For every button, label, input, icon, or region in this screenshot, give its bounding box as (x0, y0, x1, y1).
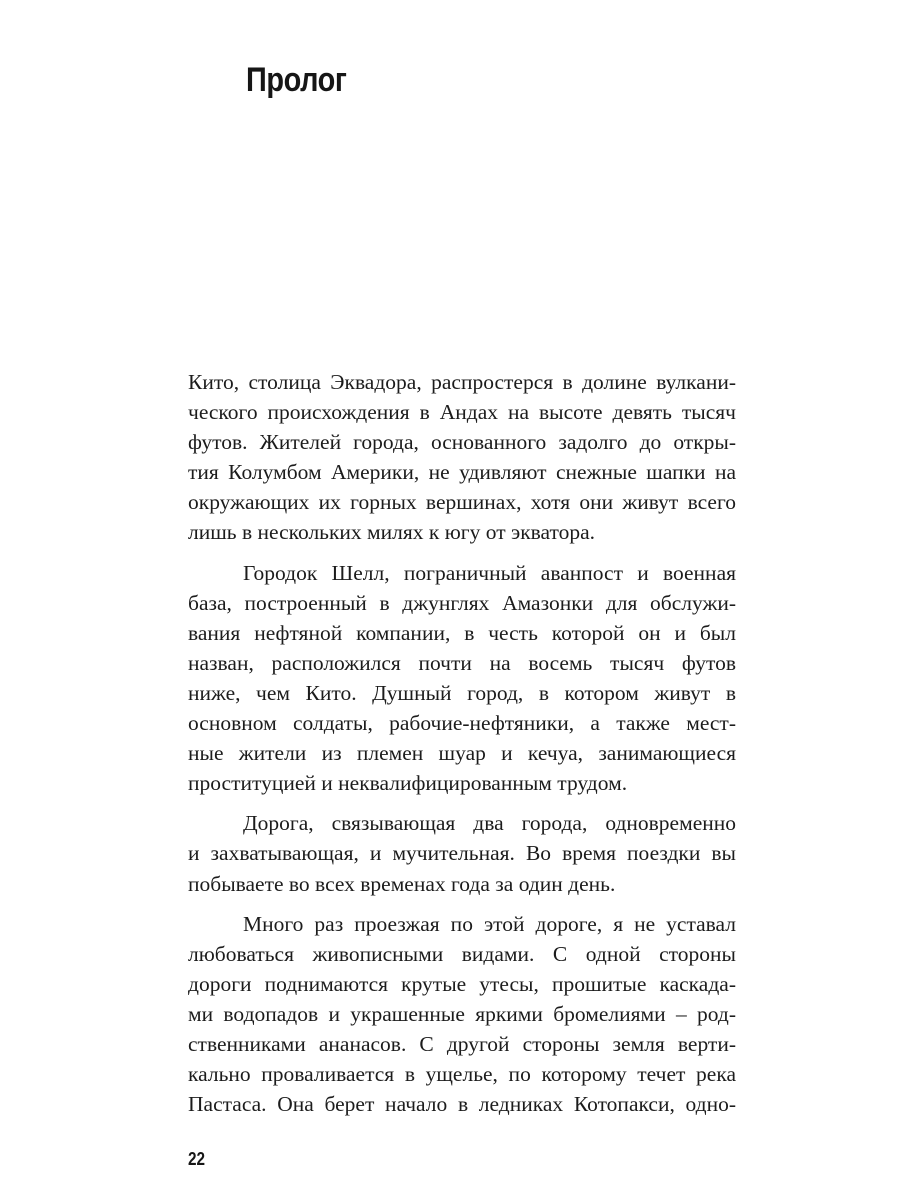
text-line: ческого происхождения в Андах на высоте девять тысяч (188, 400, 736, 425)
chapter-title: Пролог (246, 61, 347, 99)
text-line: побываете во всех временах года за один день. (188, 871, 616, 896)
text-line: вания нефтяной компании, в честь которой он и был (188, 620, 736, 645)
text-line: ственниками ананасов. С другой стороны земля верти- (188, 1031, 736, 1056)
text-line: любоваться живописными видами. С одной стороны (188, 941, 736, 966)
paragraph-3 (188, 808, 736, 898)
paragraph-1 (188, 367, 736, 548)
text-line: дороги поднимаются крутые утесы, прошитые каскада- (188, 971, 736, 996)
text-line: Дорога, связывающая два города, одновременно (243, 811, 736, 836)
text-line: и захватывающая, и мучительная. Во время поездки вы (188, 841, 736, 866)
text-line: назван, расположился почти на восемь тысяч футов (188, 650, 736, 675)
text-line: ми водопадов и украшенные яркими бромелиями – род- (188, 1001, 736, 1026)
text-line: Пастаса. Она берет начало в ледниках Котопакси, одно- (188, 1092, 736, 1117)
text-line: основном солдаты, рабочие-нефтяники, а также мест- (188, 711, 736, 736)
text-line: футов. Жителей города, основанного задолго до откры- (188, 430, 736, 455)
text-line: Кито, столица Эквадора, распростерся в долине вулкани- (188, 370, 736, 394)
text-line: ниже, чем Кито. Душный город, в котором живут в (188, 680, 736, 705)
paragraph-2 (188, 558, 736, 799)
text-line: тия Колумбом Америки, не удивляют снежные шапки на (188, 460, 736, 485)
text-line: Городок Шелл, пограничный аванпост и военная (243, 560, 736, 585)
text-line: Много раз проезжая по этой дороге, я не уставал (243, 911, 736, 936)
body-text (188, 367, 736, 1119)
paragraph-4 (188, 909, 736, 1120)
page-number: 22 (188, 1149, 206, 1169)
text-line: ные жители из племен шуар и кечуа, занимающиеся (188, 741, 736, 766)
text-line: окружающих их горных вершинах, хотя они живут всего (188, 490, 736, 515)
text-line: лишь в нескольких милях к югу от экватора. (188, 520, 596, 545)
text-line: база, построенный в джунглях Амазонки для обслужи- (188, 590, 736, 615)
text-line: проституцией и неквалифицированным трудом. (188, 771, 628, 796)
text-line: кально проваливается в ущелье, по которому течет река (188, 1062, 736, 1087)
